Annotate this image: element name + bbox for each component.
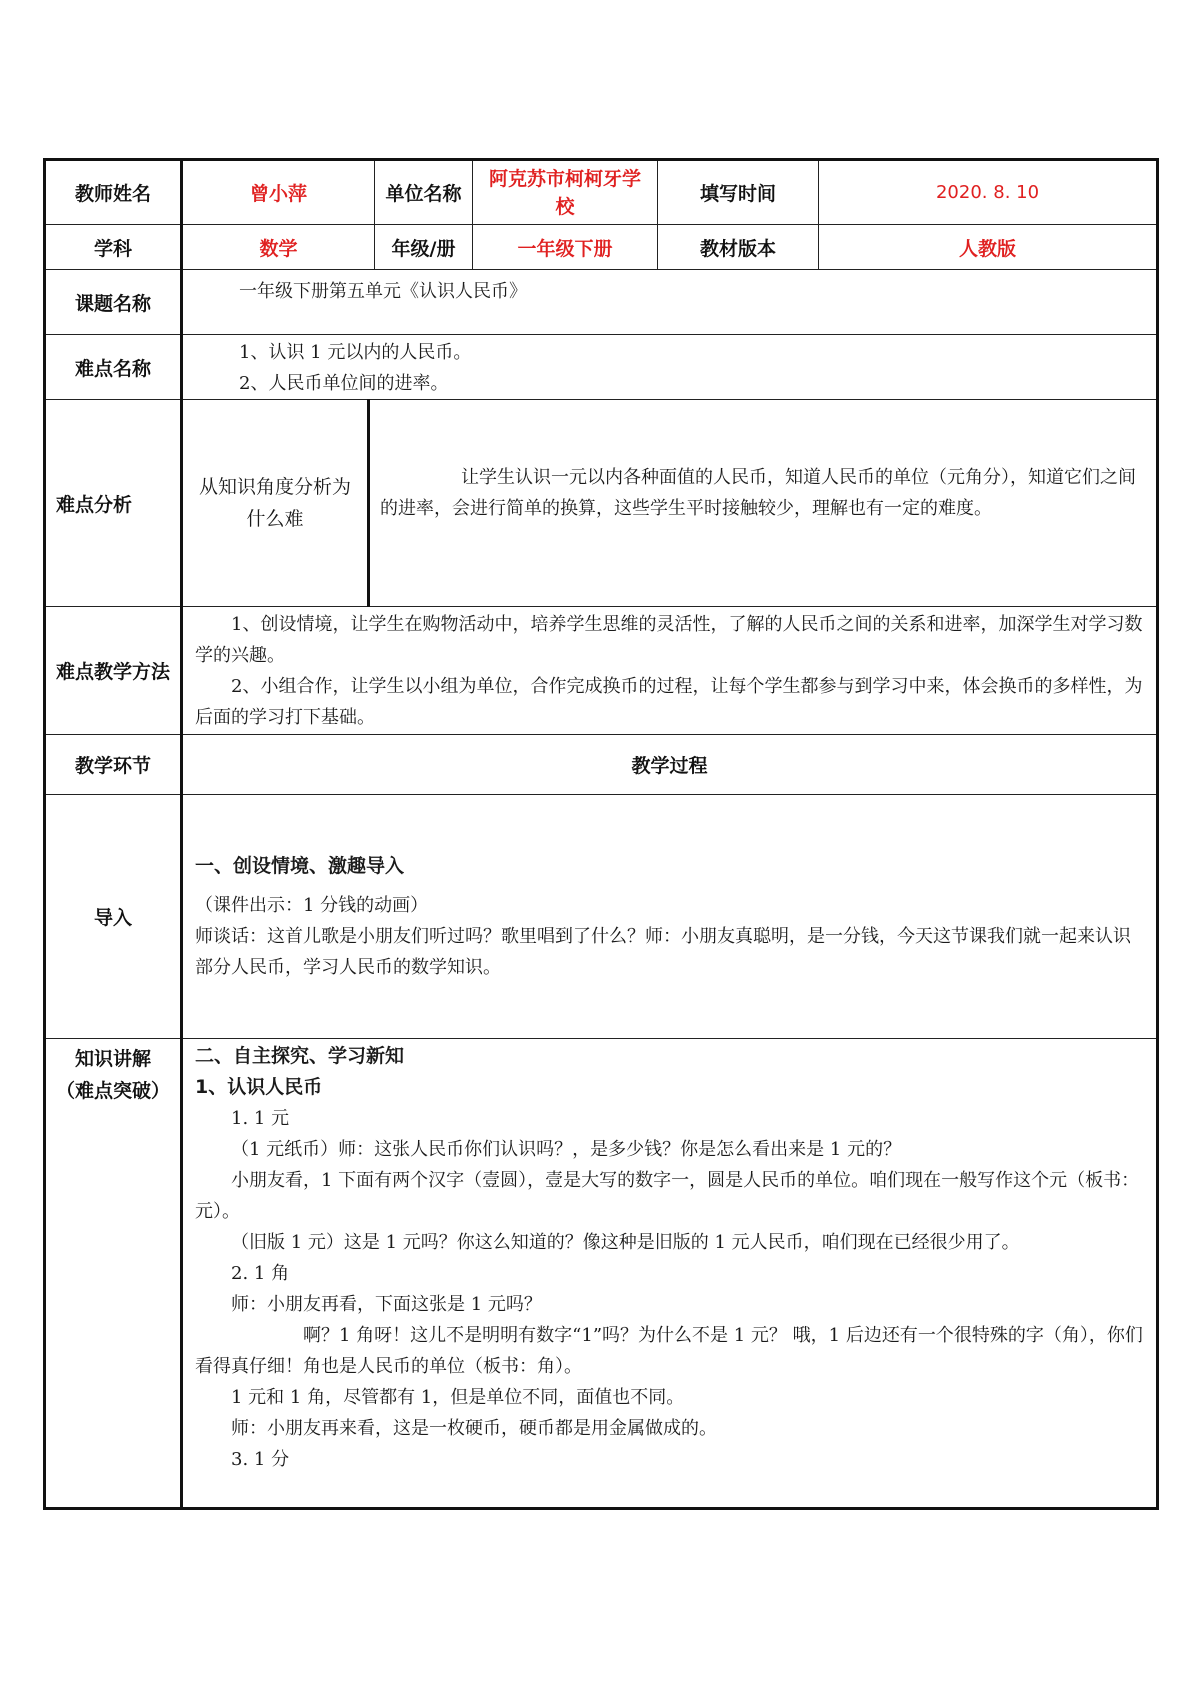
difficulty-line-1: 1、认识 1 元以内的人民币。 — [239, 342, 472, 363]
teacher-name-value: 曾小萍 — [182, 160, 375, 225]
edition-label: 教材版本 — [658, 225, 819, 270]
header-row-1 — [45, 160, 1158, 225]
intro-heading: 一、创设情境、激趣导入 — [195, 854, 405, 877]
intro-cell — [182, 795, 1158, 1039]
difficulty-row — [45, 335, 1158, 400]
method-paragraph-1: 1、创设情境，让学生在购物活动中，培养学生思维的灵活性，了解的人民币之间的关系和进率，加深学生对学习数学的兴趣。 — [195, 613, 1143, 666]
knowledge-paragraph-7: 师：小朋友再来看，这是一枚硬币，硬币都是用金属做成的。 — [231, 1418, 717, 1439]
knowledge-sub-1: 1. 1 元 — [231, 1108, 290, 1129]
knowledge-label — [45, 1039, 182, 1509]
knowledge-paragraph-3: （旧版 1 元）这是 1 元吗？你这么知道的？像这种是旧版的 1 元人民币，咱们现在已经很少用了。 — [231, 1232, 1020, 1253]
topic-row — [45, 270, 1158, 335]
fill-date-label: 填写时间 — [658, 160, 819, 225]
grade-label: 年级/册 — [375, 225, 473, 270]
subject-label: 学科 — [45, 225, 182, 270]
unit-name-value: 阿克苏市柯柯牙学校 — [473, 160, 658, 225]
process-label: 教学过程 — [182, 735, 1158, 795]
knowledge-row — [45, 1039, 1158, 1509]
knowledge-heading-2: 1、认识人民币 — [195, 1076, 323, 1098]
difficulty-cell — [182, 335, 1158, 400]
intro-line-1: （课件出示：1 分钱的动画） — [195, 894, 429, 916]
knowledge-paragraph-1: （1 元纸币）师：这张人民币你们认识吗？，是多少钱？你是怎么看出来是 1 元的？ — [231, 1139, 902, 1160]
knowledge-label-line-2: （难点突破） — [55, 1080, 170, 1102]
analysis-sublabel: 从知识角度分析为什么难 — [182, 400, 369, 607]
analysis-cell — [369, 400, 1158, 607]
stage-label: 教学环节 — [45, 735, 182, 795]
intro-label: 导入 — [45, 795, 182, 1039]
lesson-plan-page — [43, 158, 1156, 1510]
subject-value: 数学 — [182, 225, 375, 270]
knowledge-paragraph-6: 1 元和 1 角，尽管都有 1，但是单位不同，面值也不同。 — [231, 1387, 685, 1408]
analysis-row — [45, 400, 1158, 607]
knowledge-cell — [182, 1039, 1158, 1509]
method-row — [45, 607, 1158, 735]
lesson-plan-table — [43, 158, 1159, 1510]
knowledge-sub-2: 2. 1 角 — [231, 1263, 290, 1284]
method-label: 难点教学方法 — [45, 607, 182, 735]
topic-cell — [182, 270, 1158, 335]
edition-value: 人教版 — [819, 225, 1158, 270]
grade-value: 一年级下册 — [473, 225, 658, 270]
topic-value: 一年级下册第五单元《认识人民币》 — [239, 281, 527, 302]
difficulty-label: 难点名称 — [45, 335, 182, 400]
knowledge-sub-3: 3. 1 分 — [231, 1449, 290, 1470]
knowledge-paragraph-5: 啊？1 角呀！这儿不是明明有数字“1”吗？为什么不是 1 元？ 哦，1 后边还有一个很特殊的字（角），你们看得真仔细！角也是人民币的单位（板书：角）。 — [195, 1325, 1143, 1377]
method-paragraph-2: 2、小组合作，让学生以小组为单位，合作完成换币的过程，让每个学生都参与到学习中来，体会换币的多样性，为后面的学习打下基础。 — [195, 675, 1143, 728]
teacher-name-label: 教师姓名 — [45, 160, 182, 225]
intro-line-2: 师谈话：这首儿歌是小朋友们听过吗？歌里唱到了什么？师：小朋友真聪明，是一分钱，今天这节课我们就一起来认识部分人民币，学习人民币的数学知识。 — [195, 925, 1131, 978]
knowledge-heading-1: 二、自主探究、学习新知 — [195, 1045, 405, 1067]
process-header-row — [45, 735, 1158, 795]
topic-label: 课题名称 — [45, 270, 182, 335]
analysis-text: 让学生认识一元以内各种面值的人民币，知道人民币的单位（元角分），知道它们之间的进率，会进行简单的换算，这些学生平时接触较少，理解也有一定的难度。 — [380, 467, 1136, 519]
intro-row — [45, 795, 1158, 1039]
fill-date-value: 2020. 8. 10 — [819, 160, 1158, 225]
unit-name-label: 单位名称 — [375, 160, 473, 225]
header-row-2 — [45, 225, 1158, 270]
knowledge-paragraph-2: 小朋友看，1 下面有两个汉字（壹圆），壹是大写的数字一，圆是人民币的单位。咱们现在一般写作这个元（板书：元）。 — [195, 1170, 1140, 1222]
analysis-label: 难点分析 — [45, 400, 182, 607]
difficulty-line-2: 2、人民币单位间的进率。 — [239, 373, 449, 394]
knowledge-paragraph-4: 师：小朋友再看，下面这张是 1 元吗？ — [231, 1294, 542, 1315]
method-cell — [182, 607, 1158, 735]
knowledge-label-line-1: 知识讲解 — [74, 1048, 151, 1070]
